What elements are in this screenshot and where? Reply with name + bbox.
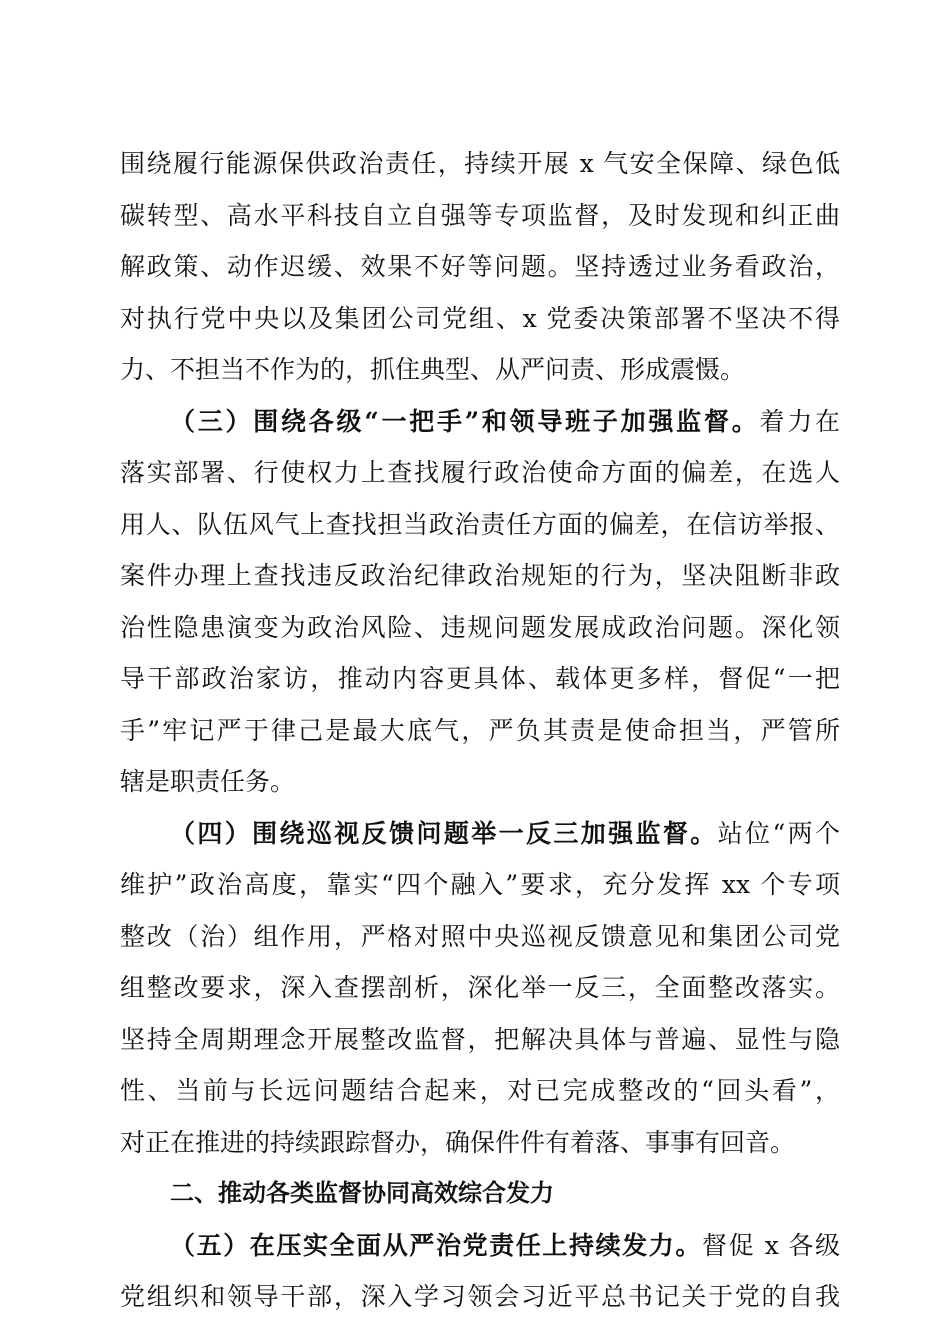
section-5-lead-text: 督促 x 各级: [702, 1230, 840, 1260]
section-4-lead-text: 站位“两个: [717, 818, 840, 848]
paragraph-line: 整改（治）组作用，严格对照中央巡视反馈意见和集团公司党: [120, 921, 840, 951]
paragraph-line: 导干部政治家访，推动内容更具体、载体更多样，督促“一把: [120, 664, 840, 693]
paragraph-line: 对执行党中央以及集团公司党组、x 党委决策部署不坚决不得: [120, 303, 840, 333]
paragraph-line: 用人、队伍风气上查找担当政治责任方面的偏差，在信访举报、: [120, 509, 840, 539]
section-4-title: （四）围绕巡视反馈问题举一反三加强监督。: [170, 818, 718, 848]
section-5-first-line: [120, 1220, 840, 1272]
paragraph-line: 维护”政治高度，靠实“四个融入”要求，充分发挥 xx 个专项: [120, 870, 840, 899]
paragraph-line: 治性隐患演变为政治风险、违规问题发展成政治问题。深化领: [120, 612, 840, 642]
paragraph-line: 落实部署、行使权力上查找履行政治使命方面的偏差，在选人: [120, 458, 840, 487]
section-5-title: （五）在压实全面从严治党责任上持续发力。: [170, 1230, 702, 1260]
paragraph-line: 力、不担当不作为的，抓住典型、从严问责、形成震慑。: [120, 355, 746, 384]
section-3-title: （三）围绕各级“一把手”和领导班子加强监督。: [170, 406, 760, 436]
document-body: [120, 138, 840, 1323]
section-3-first-line: [120, 396, 840, 448]
paragraph-line: 党组织和领导干部，深入学习领会习近平总书记关于党的自我: [120, 1282, 840, 1311]
paragraph-line: 解政策、动作迟缓、效果不好等问题。坚持透过业务看政治，: [120, 252, 840, 281]
section-heading: 二、推动各类监督协同高效综合发力: [170, 1179, 554, 1207]
paragraph-line: 碳转型、高水平科技自立自强等专项监督，及时发现和纠正曲: [120, 200, 840, 230]
paragraph-line: 手”牢记严于律己是最大底气，严负其责是使命担当，严管所: [120, 715, 840, 745]
paragraph-line: 对正在推进的持续跟踪督办，确保件件有着落、事事有回音。: [120, 1127, 796, 1157]
paragraph-line: 案件办理上查找违反政治纪律政治规矩的行为，坚决阻断非政: [120, 561, 840, 590]
paragraph-line: 组整改要求，深入查摆剖析，深化举一反三，全面整改落实。: [120, 973, 840, 1002]
paragraph-line: 坚持全周期理念开展整改监督，把解决具体与普遍、显性与隐: [120, 1024, 840, 1054]
section-4-first-line: [120, 808, 840, 860]
paragraph-line: 辖是职责任务。: [120, 767, 296, 796]
paragraph-line: 性、当前与长远问题结合起来，对已完成整改的“回头看”，: [120, 1076, 840, 1105]
paragraph-line: 围绕履行能源保供政治责任，持续开展 x 气安全保障、绿色低: [120, 149, 840, 178]
section-3-lead-text: 着力在: [759, 406, 840, 436]
